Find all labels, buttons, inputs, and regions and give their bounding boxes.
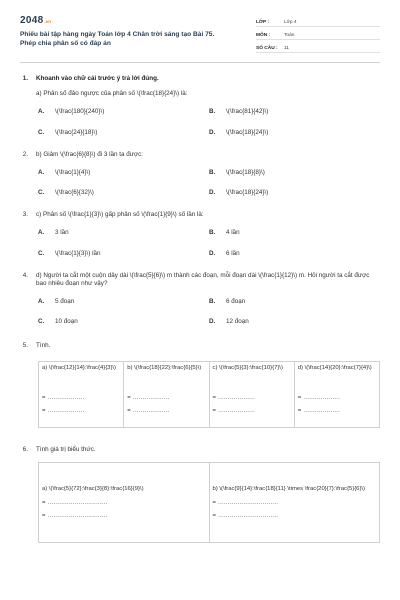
- option-letter: C.: [38, 318, 45, 326]
- calculation-table: [38, 361, 380, 428]
- section-6: [20, 446, 380, 543]
- expression: d) \(\frac{14}{20}:\frac{7}{4}\): [297, 364, 372, 371]
- header-left: [20, 14, 230, 55]
- question-number: 4.: [22, 271, 28, 279]
- option-a[interactable]: [38, 298, 209, 306]
- info-value: Lớp 4: [284, 19, 297, 25]
- question-text: c) Phân số \(\frac{1}{3}\) gấp phân số \(\frac{1}{9}\) số lần là:: [36, 211, 204, 219]
- question-1a: [20, 90, 380, 137]
- option-text: 6 lần: [226, 249, 240, 257]
- expression: [213, 466, 377, 494]
- option-text: 3 lần: [55, 229, 69, 237]
- option-text: 6 đoạn: [226, 298, 246, 306]
- answer-line[interactable]: = ...................: [212, 408, 255, 415]
- section-1-title: [20, 75, 380, 83]
- info-label: LỚP :: [256, 19, 270, 25]
- option-letter: A.: [38, 108, 45, 116]
- question-2: [20, 151, 380, 198]
- option-letter: A.: [38, 168, 45, 176]
- option-letter: C.: [38, 128, 45, 136]
- option-b[interactable]: [209, 229, 380, 237]
- question-4: [20, 272, 380, 327]
- question-head: [20, 211, 380, 219]
- option-b[interactable]: [209, 298, 380, 306]
- table-cell: [39, 361, 124, 427]
- info-value: 11: [284, 45, 289, 51]
- section-number: 5.: [22, 342, 28, 350]
- option-c[interactable]: [38, 189, 209, 197]
- table-row: [39, 462, 380, 542]
- option-c[interactable]: [38, 250, 209, 258]
- option-letter: A.: [38, 229, 45, 237]
- answer-line[interactable]: = ...................: [212, 394, 255, 401]
- option-d[interactable]: [209, 129, 380, 137]
- worksheet-header: [20, 14, 380, 63]
- option-letter: A.: [38, 298, 45, 306]
- document-title: Phiếu bài tập hàng ngày Toán lớp 4 Chân trời sáng tạo Bài 75. Phép chia phân số có đáp án: [20, 31, 215, 47]
- option-letter: B.: [209, 168, 216, 176]
- section-title-text: Tính giá trị biểu thức.: [36, 445, 96, 453]
- section-title-text: Tính.: [36, 342, 51, 350]
- option-text: 12 đoạn: [226, 318, 249, 326]
- answer-line[interactable]: = ...............................: [42, 513, 108, 520]
- table-cell: [209, 462, 380, 542]
- info-row-class: [256, 16, 380, 27]
- option-text: 4 lần: [226, 229, 240, 237]
- question-3: [20, 211, 380, 258]
- option-c[interactable]: [38, 318, 209, 326]
- option-letter: D.: [209, 318, 216, 326]
- option-letter: B.: [209, 298, 216, 306]
- option-text: \(\frac{18}{24}\): [226, 128, 269, 136]
- option-text: 10 đoạn: [55, 318, 78, 326]
- answer-line[interactable]: = ...................: [297, 394, 341, 401]
- option-b[interactable]: [209, 108, 380, 116]
- answer-line[interactable]: = ...................: [297, 408, 341, 415]
- expression: [42, 466, 206, 494]
- option-letter: B.: [209, 108, 216, 116]
- option-c[interactable]: [38, 129, 209, 137]
- info-value: Toán: [284, 32, 295, 38]
- expression: a) \(\frac{12}{14}:\frac{4}{3}\): [42, 364, 117, 371]
- option-text: \(\frac{81}{42}\): [226, 108, 269, 116]
- option-text: \(\frac{1}{3}\) lần: [55, 249, 101, 257]
- section-number: 1.: [22, 75, 28, 82]
- header-info: [256, 16, 380, 55]
- option-letter: D.: [209, 128, 216, 136]
- answer-line[interactable]: = ...................: [42, 394, 85, 401]
- info-label: MÔN :: [256, 32, 271, 38]
- option-a[interactable]: [38, 169, 209, 177]
- question-number: 2.: [22, 150, 28, 158]
- option-text: \(\frac{18}{8}\): [226, 168, 265, 176]
- option-d[interactable]: [209, 189, 380, 197]
- expression-table: [38, 462, 380, 543]
- option-letter: D.: [209, 249, 216, 257]
- answer-line[interactable]: = ...................: [127, 408, 170, 415]
- answer-line[interactable]: = ...................: [127, 394, 170, 401]
- option-a[interactable]: [38, 229, 209, 237]
- option-d[interactable]: [209, 250, 380, 258]
- info-row-subject: [256, 29, 380, 40]
- option-text: 5 đoạn: [55, 298, 75, 306]
- question-text: a) Phân số đảo ngược của phân số \(\frac{18}{24}\) là:: [36, 90, 188, 98]
- info-label: SỐ CÂU :: [256, 45, 278, 51]
- answer-line[interactable]: = ...............................: [42, 499, 108, 506]
- answer-line[interactable]: = ...................: [42, 408, 85, 415]
- section-title-text: Khoanh vào chữ cái trước ý trả lời đúng.: [36, 75, 159, 82]
- logo-main-text: 2048: [20, 15, 44, 26]
- option-d[interactable]: [209, 318, 380, 326]
- option-text: \(\frac{180}{240}\): [55, 108, 105, 116]
- option-text: \(\frac{18}{24}\): [226, 189, 269, 197]
- option-text: \(\frac{6}{32}\): [55, 189, 94, 197]
- option-b[interactable]: [209, 169, 380, 177]
- answer-options: [20, 169, 380, 197]
- option-letter: C.: [38, 249, 45, 257]
- site-logo[interactable]: [20, 14, 230, 27]
- section-6-title: [20, 446, 380, 454]
- option-text: \(\frac{1}{4}\): [55, 168, 91, 176]
- section-1: [20, 75, 380, 326]
- option-letter: C.: [38, 189, 45, 197]
- logo-domain-text: .vn: [44, 19, 51, 24]
- answer-options: [20, 229, 380, 257]
- option-text: \(\frac{24}{18}\): [55, 128, 98, 136]
- question-head: [20, 151, 380, 159]
- section-5: [20, 342, 380, 427]
- question-text: d) Người ta cắt một cuộn dây dài \(\frac{5}{6}\) m thành các đoạn, mỗi đoạn dài \(\frac{1}{12}\) m. Hỏi người ta cắt được bao nhiêu đoạn như vậy?: [36, 271, 370, 287]
- question-head: [20, 272, 380, 288]
- expression-text: a) \(\frac{5}{72}:\frac{3}{8}:\frac{16}{9}\): [42, 486, 144, 493]
- table-cell: [39, 462, 210, 542]
- info-row-question-count: [256, 42, 380, 53]
- option-a[interactable]: [38, 108, 209, 116]
- answer-line[interactable]: = ...............................: [212, 499, 279, 506]
- answer-options: [20, 298, 380, 326]
- expression: b) \(\frac{18}{22}:\frac{6}{5}\): [127, 364, 202, 371]
- question-text: b) Giảm \(\frac{6}{8}\) đi 3 lần ta được:: [36, 150, 144, 158]
- answer-line[interactable]: = ...............................: [212, 513, 279, 520]
- table-cell: [124, 361, 209, 427]
- section-number: 6.: [22, 445, 28, 453]
- expression-text: b) \(\frac{9}{14}:\frac{18}{11} \times \frac{20}{7}:\frac{5}{6}\): [212, 486, 366, 493]
- option-letter: D.: [209, 189, 216, 197]
- table-cell: [294, 361, 379, 427]
- question-number: 3.: [22, 211, 28, 219]
- table-row: [39, 361, 380, 427]
- option-letter: B.: [209, 229, 216, 237]
- table-cell: [209, 361, 294, 427]
- expression: c) \(\frac{5}{3}:\frac{10}{7}\): [212, 364, 283, 371]
- answer-options: [20, 108, 380, 136]
- section-5-title: [20, 342, 380, 350]
